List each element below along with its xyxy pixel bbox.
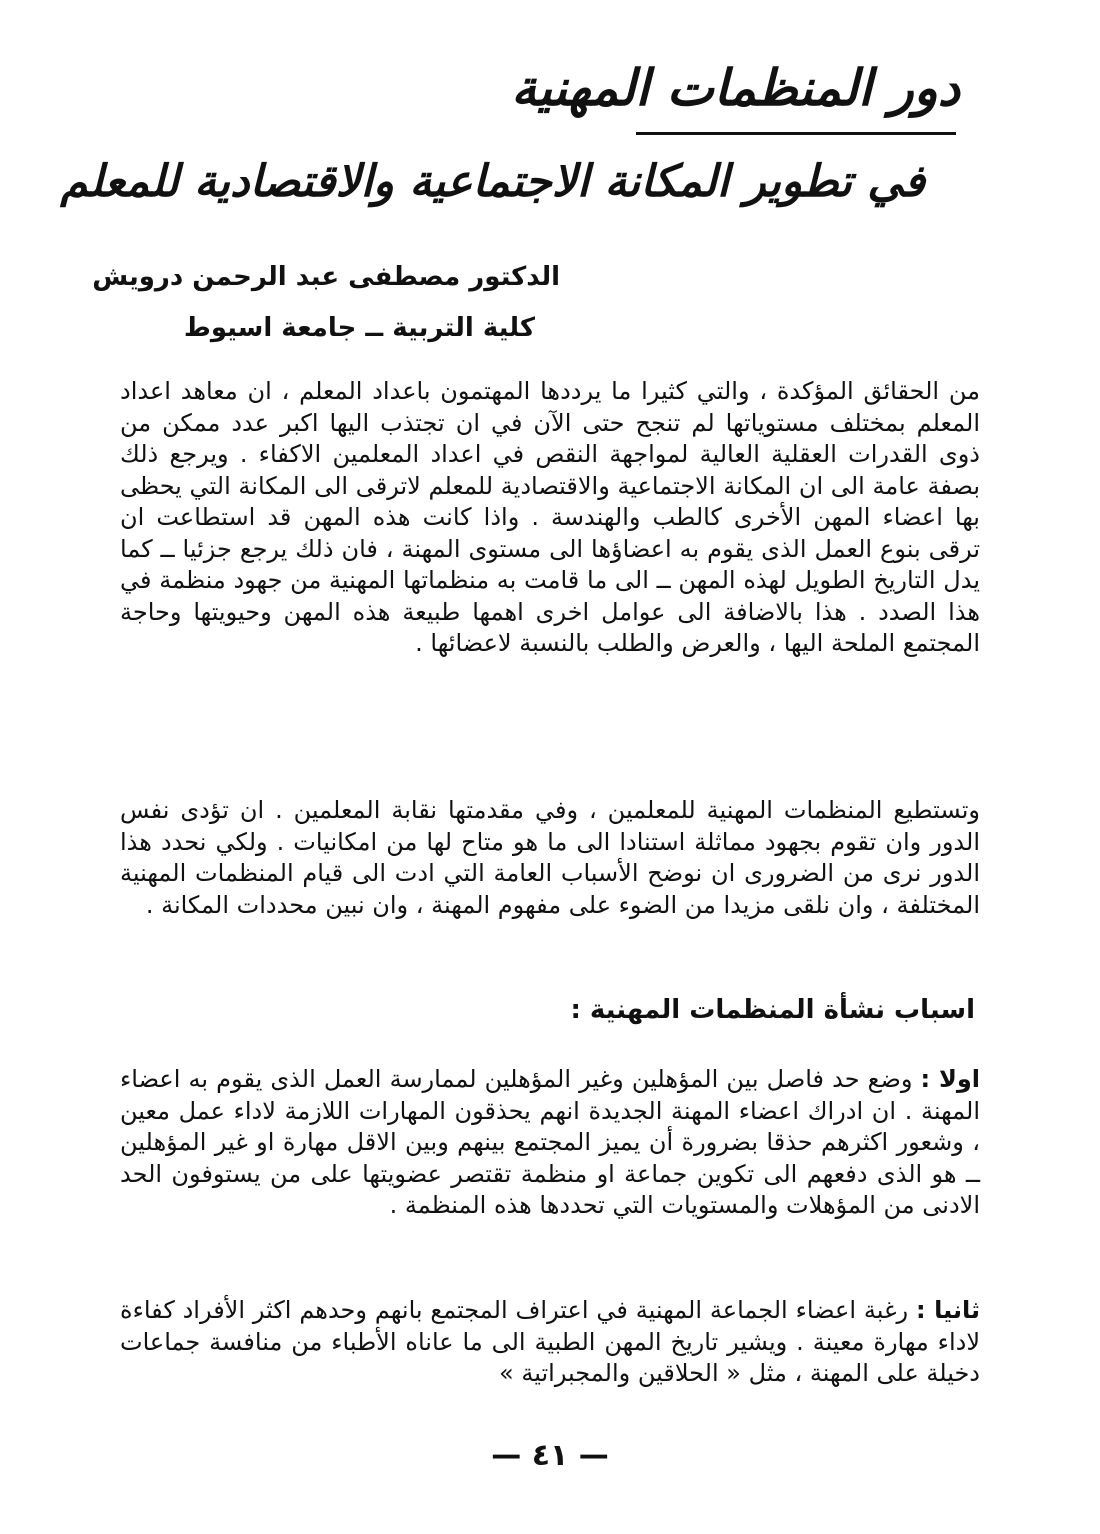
page-number: — ٤١ — xyxy=(491,1438,609,1473)
author-name: الدكتور مصطفى عبد الرحمن درويش xyxy=(92,262,560,292)
reason-1-lead: اولا : xyxy=(920,1065,981,1093)
reason-1-text: وضع حد فاصل بين المؤهلين وغير المؤهلين لممارسة العمل الذى يقوم به اعضاء المهنة . ان ادراك اعضاء المهنة الجديدة انهم يحذقون المهارات اللازمة لاداء عمل معين ، وشعور اكثرهم حذقا بضرورة أن يميز المجتمع بينهم وبين الاقل مهارة او غير المؤهلين ــ هو الذى دفعهم الى تكوين جماعة او منظمة تقتصر عضويتها على من يستوفون الحد الادنى من المؤهلات والمستويات التي تحددها هذه المنظمة . xyxy=(120,1065,980,1219)
title-underline xyxy=(636,132,956,135)
author-affiliation: كلية التربية ــ جامعة اسيوط xyxy=(183,313,535,343)
title-line-2: في تطوير المكانة الاجتماعية والاقتصادية للمعلم xyxy=(60,156,925,207)
reason-2-lead: ثانيا : xyxy=(915,1296,980,1324)
title-line-1: دور المنظمات المهنية xyxy=(511,58,960,117)
reason-2 xyxy=(120,1295,980,1390)
paragraph-2: وتستطيع المنظمات المهنية للمعلمين ، وفي مقدمتها نقابة المعلمين . ان تؤدى نفس الدور وان تقوم بجهود مماثلة استنادا الى ما هو متاح لها من امكانيات . ولكي نحدد هذا الدور نرى من الضرورى ان نوضح الأسباب العامة التي ادت الى قيام المنظمات المهنية المختلفة ، وان نلقى مزيدا من الضوء على مفهوم المهنة ، وان نبين محددات المكانة . xyxy=(120,796,980,919)
section-heading: اسباب نشأة المنظمات المهنية : xyxy=(570,995,975,1025)
reason-2-text: رغبة اعضاء الجماعة المهنية في اعتراف المجتمع بانهم وحدهم اكثر الأفراد كفاءة لاداء مهارة معينة . ويشير تاريخ المهن الطبية الى ما عاناه الأطباء من منافسة جماعات دخيلة على المهنة ، مثل « الحلاقين والمجبراتية » xyxy=(120,1296,980,1387)
reason-1 xyxy=(120,1064,980,1222)
paragraph-1: من الحقائق المؤكدة ، والتي كثيرا ما يرددها المهتمون باعداد المعلم ، ان معاهد اعداد المعلم بمختلف مستوياتها لم تنجح حتى الآن في ان تجتذب اليها اكبر عدد ممكن من ذوى القدرات العقلية العالية لمواجهة النقص في اعداد المعلمين الاكفاء . ويرجع ذلك بصفة عامة الى ان المكانة الاجتماعية والاقتصادية للمعلم لاترقى الى المكانة التي يحظى بها اعضاء المهن الأخرى كالطب والهندسة . واذا كانت هذه المهن قد استطاعت ان ترقى بنوع العمل الذى يقوم به اعضاؤها الى مستوى المهنة ، فان ذلك يرجع جزئيا ــ كما يدل التاريخ الطويل لهذه المهن ــ الى ما قامت به منظماتها المهنية من جهود منظمة في هذا الصدد . هذا بالاضافة الى عوامل اخرى اهمها طبيعة هذه المهن وحيويتها وحاجة المجتمع الملحة اليها ، والعرض والطلب بالنسبة لاعضائها . xyxy=(120,377,980,657)
